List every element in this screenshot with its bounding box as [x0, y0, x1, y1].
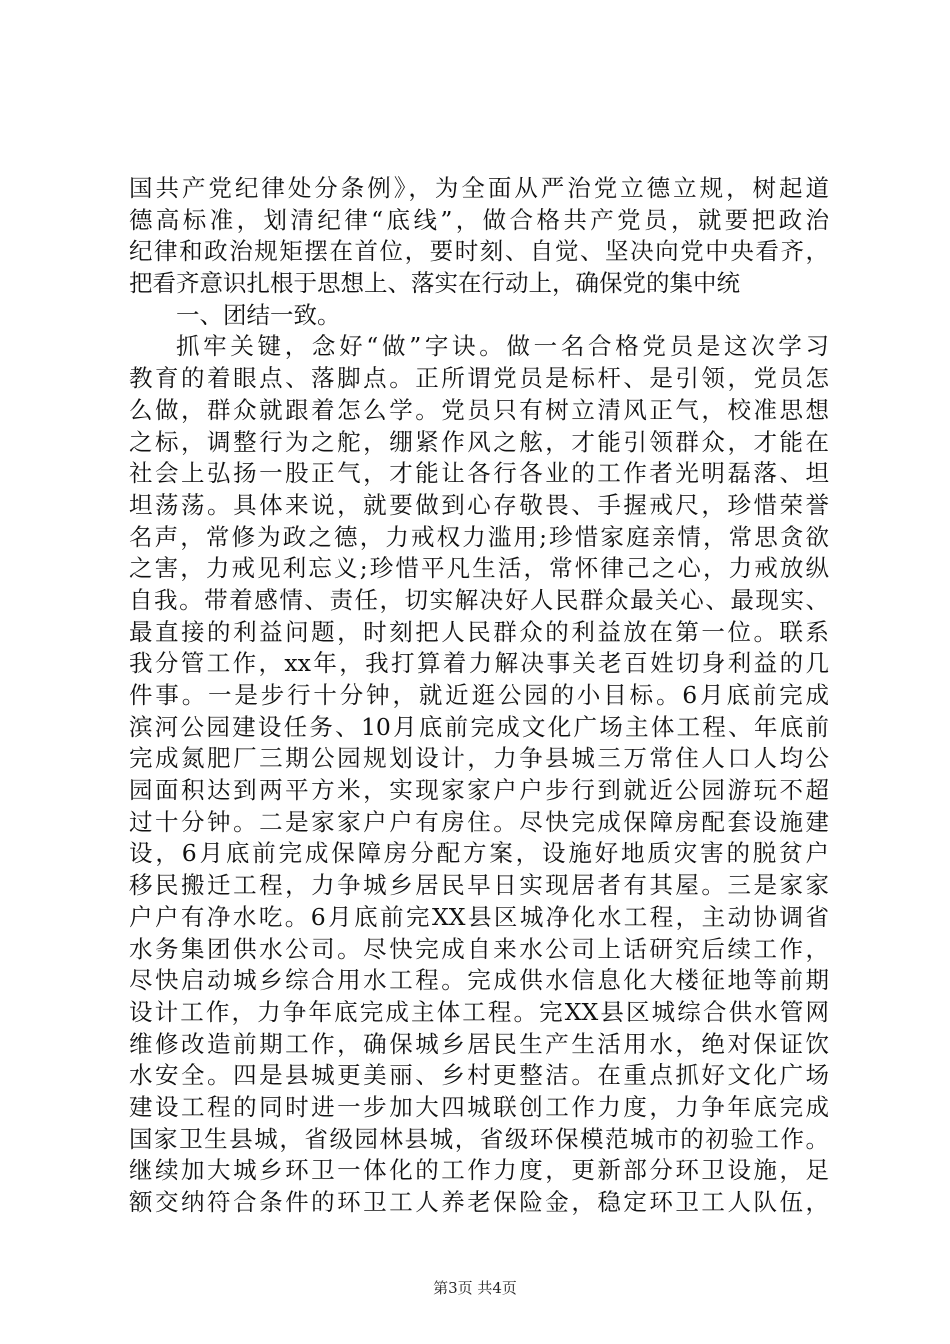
text-line: 设计工作，力争年底完成主体工程。完XX县区城综合供水管网	[129, 997, 829, 1026]
text-line: 滨河公园建设任务、10月底前完成文化广场主体工程、年底前	[129, 712, 829, 741]
text-line: 社会上弘扬一股正气，才能让各行各业的工作者光明磊落、坦	[129, 459, 829, 488]
text-line: 户户有净水吃。6月底前完XX县区城净化水工程，主动协调省	[129, 902, 829, 931]
text-line: 么做，群众就跟着怎么学。党员只有树立清风正气，校准思想	[129, 395, 829, 424]
text-line: 设，6月底前完成保障房分配方案，设施好地质灾害的脱贫户	[129, 839, 829, 868]
text-line: 坦荡荡。具体来说，就要做到心存敬畏、手握戒尺，珍惜荣誉	[129, 490, 829, 519]
text-line: 最直接的利益问题，时刻把人民群众的利益放在第一位。联系	[129, 617, 829, 646]
text-line: 水安全。四是县城更美丽、乡村更整洁。在重点抓好文化广场	[129, 1061, 829, 1090]
text-line: 国共产党纪律处分条例》，为全面从严治党立德立规，树起道	[129, 174, 829, 202]
text-line: 建设工程的同时进一步加大四城联创工作力度，力争年底完成	[129, 1092, 829, 1121]
page-number: 第3页 共4页	[433, 1279, 517, 1297]
text-line: 园面积达到两平方米，实现家家户户步行到就近公园游玩不超	[129, 776, 829, 805]
text-line: 把看齐意识扎根于思想上、落实在行动上，确保党的集中统	[129, 269, 740, 298]
text-line: 德高标准，划清纪律“底线”，做合格共产党员，就要把政治	[129, 205, 829, 234]
text-line: 教育的着眼点、落脚点。正所谓党员是标杆、是引领，党员怎	[129, 364, 829, 393]
text-line: 移民搬迁工程，力争城乡居民早日实现居者有其屋。三是家家	[129, 871, 829, 900]
text-line: 自我。带着感情、责任，切实解决好人民群众最关心、最现实、	[129, 585, 829, 614]
body-text	[129, 173, 829, 1219]
text-line: 名声，常修为政之德，力戒权力滥用;珍惜家庭亲情，常思贪欲	[129, 522, 829, 551]
text-line: 维修改造前期工作，确保城乡居民生产生活用水，绝对保证饮	[129, 1029, 829, 1058]
text-line: 之标，调整行为之舵，绷紧作风之舷，才能引领群众，才能在	[129, 427, 829, 456]
text-line: 抓牢关键，念好“做”字诀。做一名合格党员是这次学习	[176, 332, 829, 361]
text-line: 国家卫生县城，省级园林县城，省级环保模范城市的初验工作。	[129, 1124, 829, 1153]
page-footer	[0, 1278, 950, 1298]
text-line: 纪律和政治规矩摆在首位，要时刻、自觉、坚决向党中央看齐，	[129, 237, 829, 266]
text-line: 继续加大城乡环卫一体化的工作力度，更新部分环卫设施，足	[129, 1156, 829, 1185]
text-line: 完成氮肥厂三期公园规划设计，力争县城三万常住人口人均公	[129, 744, 829, 773]
text-line: 额交纳符合条件的环卫工人养老保险金，稳定环卫工人队伍，	[129, 1188, 829, 1216]
text-line: 件事。一是步行十分钟，就近逛公园的小目标。6月底前完成	[129, 681, 829, 709]
text-line: 过十分钟。二是家家户户有房住。尽快完成保障房配套设施建	[129, 807, 829, 836]
text-line: 水务集团供水公司。尽快完成自来水公司上话研究后续工作，	[129, 934, 829, 963]
text-line: 尽快启动城乡综合用水工程。完成供水信息化大楼征地等前期	[129, 966, 829, 995]
text-line: 我分管工作，xx年，我打算着力解决事关老百姓切身利益的几	[129, 649, 829, 678]
text-line: 之害，力戒见利忘义;珍惜平凡生活，常怀律己之心，力戒放纵	[129, 554, 829, 583]
section-heading: 一、团结一致。	[176, 300, 341, 329]
